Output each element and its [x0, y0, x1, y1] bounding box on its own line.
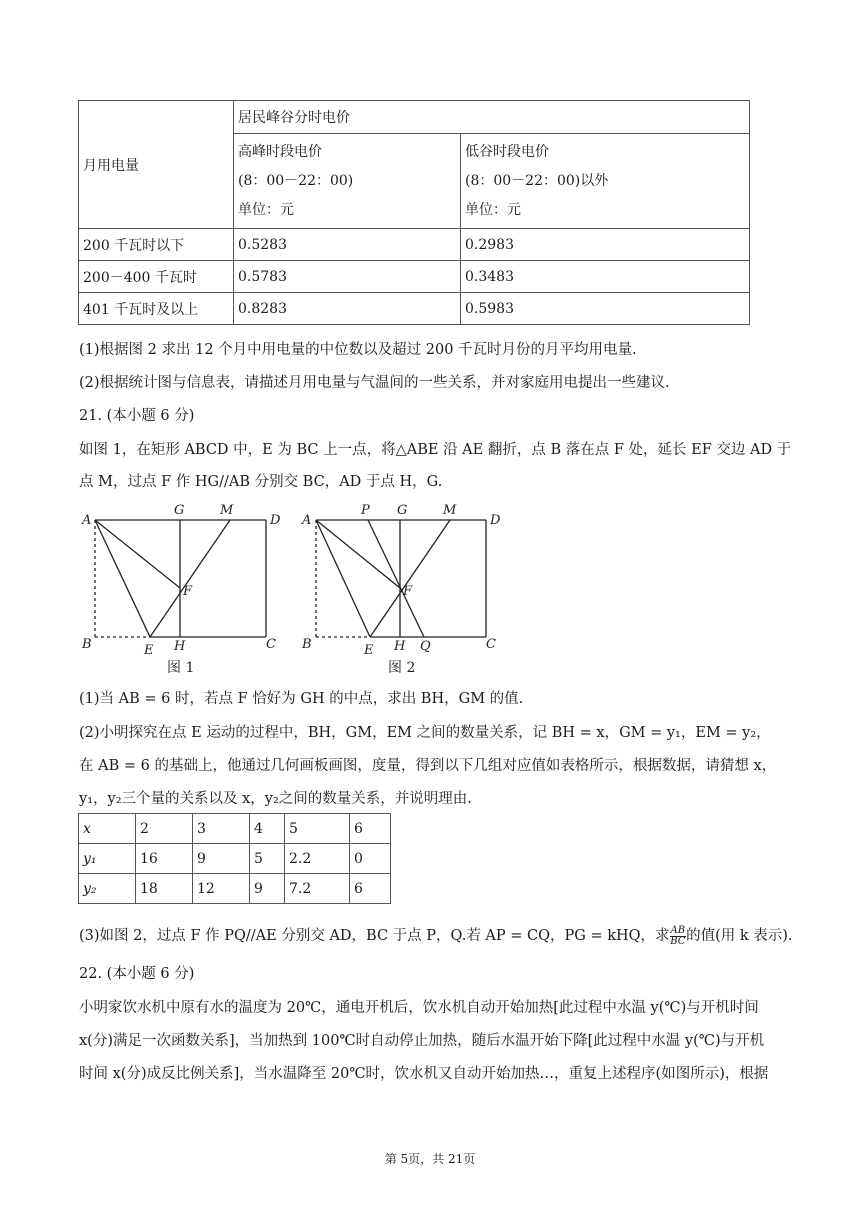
q21-part2-line1: (2)小明探究在点 E 运动的过程中，BH，GM，EM 之间的数量关系，记 BH = x，GM = y₁，EM = y₂， [79, 725, 771, 741]
xy-value-table [78, 813, 391, 904]
label-G: G [174, 503, 185, 518]
segment-EM [150, 520, 230, 637]
q20-part1: (1)根据图 2 求出 12 个月中用电量的中位数以及超过 200 千瓦时月份的月平均用电量. [79, 342, 637, 358]
q21-title: 21. (本小题 6 分) [79, 408, 195, 424]
label-E: E [364, 643, 374, 658]
peak-unit: 单位：元 [238, 201, 294, 218]
monthly-usage-header: 月用电量 [79, 101, 234, 229]
usage-range: 200 千瓦时以下 [79, 229, 234, 261]
figure-2-caption: 图 2 [388, 660, 416, 676]
q22-line2: x(分)满足一次函数关系]，当加热到 100℃时自动停止加热，随后水温开始下降[此过程中水温 y(℃)与开机 [79, 1033, 765, 1049]
label-F: F [403, 584, 413, 599]
part3-text-end: 的值(用 k 表示). [686, 928, 793, 944]
q22-title: 22. (本小题 6 分) [79, 966, 195, 982]
valley-price: 0.3483 [461, 261, 750, 293]
label-H: H [394, 639, 406, 654]
q21-part2-line3: y₁，y₂三个量的关系以及 x，y₂之间的数量关系，并说明理由. [79, 791, 472, 807]
q21-part3 [79, 924, 793, 947]
table-row [79, 229, 750, 261]
tou-price-header: 居民峰谷分时电价 [234, 101, 750, 134]
segment-AE [316, 520, 370, 637]
figure-1 [95, 520, 266, 637]
electricity-price-table [78, 100, 750, 325]
table-cell: 4 [250, 814, 285, 844]
label-H: H [174, 639, 186, 654]
peak-time: (8：00－22：00) [238, 172, 354, 189]
valley-price: 0.2983 [461, 229, 750, 261]
table-cell: 18 [136, 874, 193, 904]
segment-PQ [368, 520, 424, 637]
label-B: B [302, 637, 312, 652]
table-cell: 9 [193, 844, 250, 874]
label-M: M [220, 503, 234, 518]
label-F: F [183, 584, 193, 599]
q22-line1: 小明家饮水机中原有水的温度为 20℃，通电开机后，饮水机自动开始加热[此过程中水温 y(℃)与开机时间 [79, 1000, 759, 1016]
table-cell: 6 [350, 814, 391, 844]
row-label-x: x [79, 814, 136, 844]
q22-line3: 时间 x(分)成反比例关系]，当水温降至 20℃时，饮水机又自动开始加热…，重复上述程序(如图所示)，根据 [79, 1066, 769, 1082]
label-P: P [361, 503, 370, 518]
row-label-y2: y₂ [79, 874, 136, 904]
table-row [79, 874, 391, 904]
label-M: M [443, 503, 457, 518]
part3-text: (3)如图 2，过点 F 作 PQ//AE 分别交 AD，BC 于点 P，Q.若 AP = CQ，PG = kHQ，求 [79, 928, 670, 944]
peak-price: 0.5783 [234, 261, 461, 293]
label-C: C [486, 637, 496, 652]
label-E: E [144, 643, 154, 658]
peak-price: 0.5283 [234, 229, 461, 261]
fraction-numerator: AB [670, 924, 686, 936]
label-A: A [82, 513, 92, 528]
valley-time: (8：00－22：00)以外 [465, 172, 609, 189]
label-A: A [302, 513, 312, 528]
valley-price: 0.5983 [461, 293, 750, 325]
q20-part2: (2)根据统计图与信息表，请描述月用电量与气温间的一些关系，并对家庭用电提出一些建议. [79, 375, 670, 391]
label-D: D [490, 513, 501, 528]
label-C: C [266, 637, 276, 652]
table-cell: 12 [193, 874, 250, 904]
geometry-figures [70, 500, 520, 680]
peak-price-header [234, 134, 461, 229]
label-G: G [397, 503, 408, 518]
figure-2 [316, 520, 486, 637]
table-row [79, 261, 750, 293]
label-B: B [82, 637, 92, 652]
table-cell: 5 [250, 844, 285, 874]
segment-AF [95, 520, 180, 588]
fraction-ab-over-bc [670, 926, 687, 947]
row-label-y1: y₁ [79, 844, 136, 874]
table-row [79, 814, 391, 844]
q21-part1: (1)当 AB = 6 时，若点 F 恰好为 GH 的中点，求出 BH，GM 的值. [79, 691, 524, 707]
segment-EM [370, 520, 450, 637]
figure-1-labels [81, 503, 281, 676]
q21-part2-line2: 在 AB = 6 的基础上，他通过几何画板画图，度量，得到以下几组对应值如表格所示，根据数据，请猜想 x， [79, 758, 777, 774]
table-cell: 2 [136, 814, 193, 844]
usage-range: 401 千瓦时及以上 [79, 293, 234, 325]
label-D: D [270, 513, 281, 528]
table-cell: 6 [350, 874, 391, 904]
usage-range: 200－400 千瓦时 [79, 261, 234, 293]
table-cell: 16 [136, 844, 193, 874]
page-footer: 第 5页，共 21页 [384, 1152, 476, 1166]
q21-intro-line2: 点 M，过点 F 作 HG//AB 分别交 BC，AD 于点 H，G. [79, 474, 443, 490]
figure-1-caption: 图 1 [167, 660, 195, 676]
table-cell: 7.2 [285, 874, 350, 904]
q21-intro-line1: 如图 1，在矩形 ABCD 中，E 为 BC 上一点，将△ABE 沿 AE 翻折，点 B 落在点 F 处，延长 EF 交边 AD 于 [79, 442, 792, 458]
valley-title: 低谷时段电价 [465, 143, 549, 160]
fraction-denominator: BC [670, 935, 686, 947]
table-row [79, 293, 750, 325]
table-cell: 9 [250, 874, 285, 904]
label-Q: Q [420, 639, 431, 654]
peak-price: 0.8283 [234, 293, 461, 325]
table-row [79, 844, 391, 874]
peak-title: 高峰时段电价 [238, 143, 322, 160]
segment-AE [95, 520, 150, 637]
table-cell: 2.2 [285, 844, 350, 874]
valley-unit: 单位：元 [465, 201, 521, 218]
table-cell: 3 [193, 814, 250, 844]
table-cell: 0 [350, 844, 391, 874]
table-cell: 5 [285, 814, 350, 844]
valley-price-header [461, 134, 750, 229]
segment-AF [316, 520, 400, 588]
